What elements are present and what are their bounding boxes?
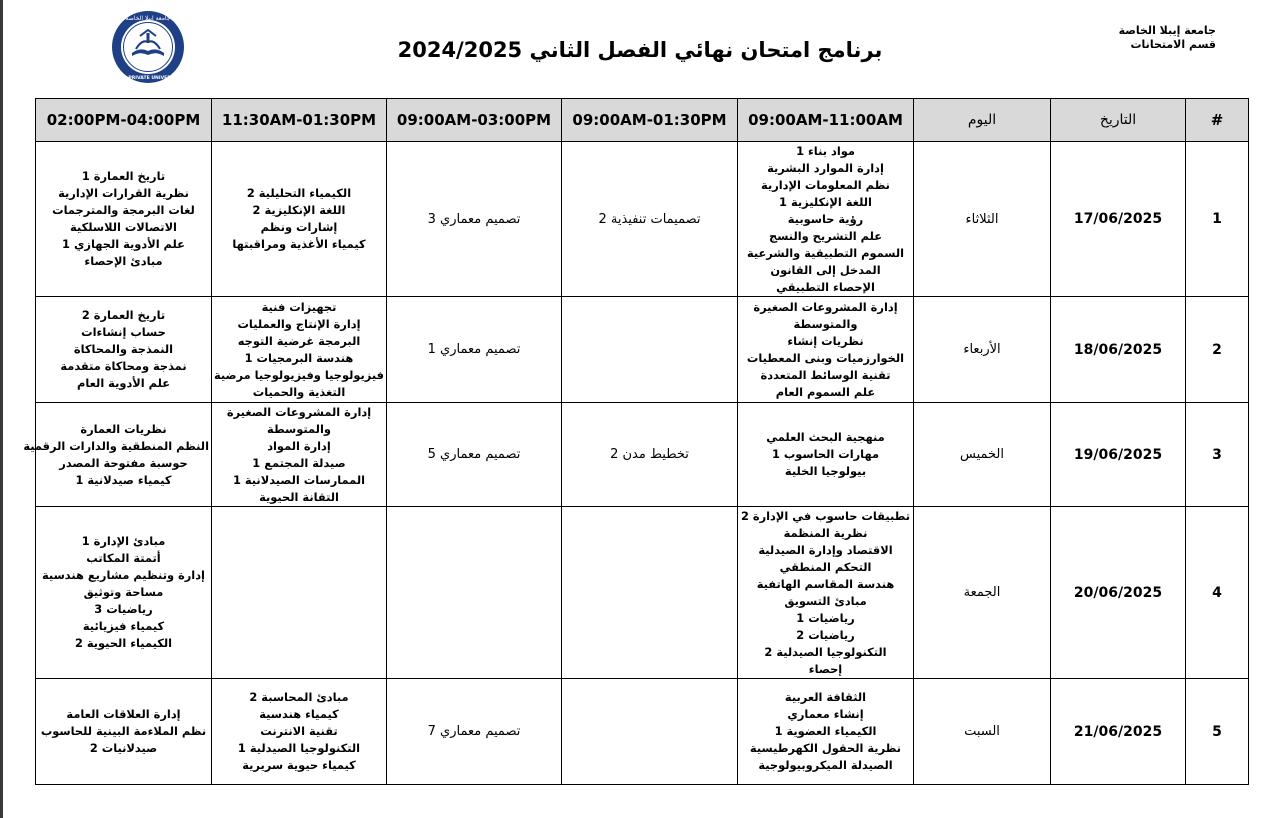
header-slot2: 09:00AM-01:30PM <box>562 99 738 142</box>
course-name: النمذجة والمحاكاة <box>73 342 174 356</box>
course-name: المدخل إلى القانون <box>770 262 881 277</box>
cell-date: 18/06/2025 <box>1051 297 1186 403</box>
cell-num: 5 <box>1186 679 1249 785</box>
cell-num: 4 <box>1186 507 1249 679</box>
course-name: مبادئ الإدارة 1 <box>81 534 166 548</box>
course-name: مواد بناء 1 <box>796 143 855 158</box>
header-slot3: 09:00AM-03:00PM <box>387 99 562 142</box>
cell-num: 1 <box>1186 142 1249 297</box>
course-list <box>214 689 384 774</box>
course-name: مهارات الحاسوب 1 <box>771 447 880 461</box>
cell-slot1 <box>738 297 914 403</box>
logo-text-bottom: EBLA PRIVATE UNIVERSITY <box>113 76 183 81</box>
course-name: الخوارزميات وبنى المعطيات <box>746 350 905 365</box>
cell-slot4 <box>212 142 387 297</box>
course-name: الإحصاء التطبيقي <box>776 279 875 294</box>
course-list <box>564 212 735 227</box>
course-list <box>389 212 559 227</box>
course-name: الممارسات الصيدلانية 1 <box>232 472 366 487</box>
course-list <box>389 724 559 739</box>
cell-day: الأربعاء <box>914 297 1051 403</box>
course-name: حساب إنشاءات <box>81 325 166 339</box>
course-list <box>214 404 384 506</box>
course-list <box>740 143 911 296</box>
header-slot5: 02:00PM-04:00PM <box>36 99 212 142</box>
logo-text-top: جامعة إيبلا الخاصة <box>125 15 171 22</box>
cell-day: الخميس <box>914 403 1051 507</box>
page-title: برنامج امتحان نهائي الفصل الثاني 2024/2025 <box>397 38 883 62</box>
course-name: كيمياء هندسية <box>259 707 339 721</box>
course-name: إدارة وتنظيم مشاريع هندسية <box>42 568 205 582</box>
cell-slot1 <box>738 142 914 297</box>
course-name: الكيمياء العضوية 1 <box>774 724 877 738</box>
course-list <box>214 299 384 401</box>
course-name: أتمتة المكاتب <box>86 551 161 565</box>
course-name: نمذجة ومحاكاة متقدمة <box>60 359 187 373</box>
table-row <box>36 403 1249 507</box>
course-list <box>23 421 209 489</box>
cell-date: 20/06/2025 <box>1051 507 1186 679</box>
cell-date: 19/06/2025 <box>1051 403 1186 507</box>
cell-date: 17/06/2025 <box>1051 142 1186 297</box>
cell-slot4 <box>212 679 387 785</box>
cell-slot5 <box>23 403 212 507</box>
course-name: التغذية والحميات <box>252 384 346 399</box>
cell-slot2 <box>562 297 738 403</box>
course-list <box>740 508 911 678</box>
course-name: تاريخ العمارة 2 <box>81 308 166 322</box>
course-name: تطبيقات حاسوب في الإدارة 2 <box>740 508 911 523</box>
cell-slot5 <box>36 142 212 297</box>
course-name: حوسبة مفتوحة المصدر <box>59 455 188 470</box>
course-name: الكيمياء الحيوية 2 <box>74 636 173 650</box>
course-name: مساحة وتوثيق <box>83 585 164 599</box>
course-name: علم الأدوية الجهازي 1 <box>62 237 185 251</box>
cell-slot1 <box>738 507 914 679</box>
university-logo <box>110 9 186 85</box>
course-name: مبادئ التسويق <box>784 593 867 608</box>
course-name: التقانة الحيوية <box>259 489 339 504</box>
course-name: تقنية الوسائط المتعددة <box>760 367 891 382</box>
course-name: رياضيات 2 <box>796 627 855 642</box>
course-name: لغات البرمجة والمترجمات <box>52 203 195 217</box>
course-list <box>740 299 911 401</box>
cell-slot3 <box>387 142 562 297</box>
cell-slot5 <box>36 297 212 403</box>
course-name: إدارة المشروعات الصغيرة <box>753 299 898 314</box>
cell-slot2 <box>562 403 738 507</box>
course-name: تصميمات تنفيذية 2 <box>598 211 701 227</box>
course-list <box>389 342 559 357</box>
course-list <box>389 447 559 462</box>
course-list <box>214 185 384 253</box>
course-name: منهجية البحث العلمي <box>766 430 885 444</box>
department-header <box>1119 24 1216 52</box>
course-name: الصيدلة الميكروبيولوجية <box>758 758 893 772</box>
course-name: تصميم معماري 3 <box>427 211 521 227</box>
cell-slot4 <box>212 403 387 507</box>
cell-slot4 <box>212 507 387 679</box>
window-edge <box>0 0 3 818</box>
course-name: كيمياء صيدلانية 1 <box>75 472 172 487</box>
course-list <box>38 706 209 757</box>
cell-slot4 <box>212 297 387 403</box>
course-list <box>564 447 735 462</box>
cell-slot2 <box>562 507 738 679</box>
course-name: علم التشريح والنسج <box>769 228 882 243</box>
course-name: النظم المنطقية والدارات الرقمية <box>23 438 209 453</box>
cell-slot2 <box>562 679 738 785</box>
course-list <box>38 533 209 652</box>
course-name: التكنولوجيا الصيدلية 1 <box>237 741 361 755</box>
course-name: رياضيات 1 <box>796 610 855 625</box>
course-name: نظم المعلومات الإدارية <box>761 177 890 192</box>
header-day: اليوم <box>914 99 1051 142</box>
cell-slot1 <box>738 403 914 507</box>
course-list <box>740 429 911 480</box>
cell-day: السبت <box>914 679 1051 785</box>
cell-slot5 <box>36 679 212 785</box>
university-seal-icon <box>110 9 186 85</box>
header-slot1: 09:00AM-11:00AM <box>738 99 914 142</box>
course-name: البرمجة غرضية التوجه <box>237 333 361 348</box>
cell-slot1 <box>738 679 914 785</box>
course-name: اللغة الإنكليزية 2 <box>252 203 346 217</box>
cell-slot2 <box>562 142 738 297</box>
course-name: السموم التطبيقية والشرعية <box>746 245 905 260</box>
course-name: إدارة المشروعات الصغيرة <box>226 404 372 419</box>
course-name: علم الأدوية العام <box>76 376 171 390</box>
course-name: تقنية الانترنت <box>260 724 338 738</box>
department-name: قسم الامتحانات <box>1130 38 1216 51</box>
cell-slot3 <box>387 507 562 679</box>
cell-day: الثلاثاء <box>914 142 1051 297</box>
course-name: إدارة المواد <box>267 438 331 453</box>
course-name: التكنولوجيا الصيدلية 2 <box>764 644 887 659</box>
course-name: هندسة المقاسم الهاتفية <box>756 576 895 591</box>
course-name: صيدلة المجتمع 1 <box>252 455 346 470</box>
course-name: تصميم معماري 1 <box>427 342 521 357</box>
course-name: نظرية المنظمة <box>783 525 868 540</box>
exam-schedule-table <box>23 98 1249 785</box>
header-slot4: 11:30AM-01:30PM <box>212 99 387 142</box>
course-name: والمتوسطة <box>267 421 331 436</box>
cell-num: 3 <box>1186 403 1249 507</box>
cell-slot3 <box>387 297 562 403</box>
course-name: الثقافة العربية <box>784 690 867 704</box>
course-name: رياضيات 3 <box>94 602 153 616</box>
course-name: تصميم معماري 7 <box>427 724 521 739</box>
course-name: نظريات العمارة <box>80 421 167 436</box>
course-name: هندسة البرمجيات 1 <box>244 350 354 365</box>
course-name: اللغة الإنكليزية 1 <box>779 194 872 209</box>
header-date: التاريخ <box>1051 99 1186 142</box>
course-name: كيمياء حيوية سريرية <box>242 758 356 772</box>
course-name: نظم الملاءمة البينية للحاسوب <box>40 724 207 738</box>
table-row <box>36 679 1249 785</box>
course-name: تجهيزات فنية <box>261 299 337 314</box>
course-name: إدارة العلاقات العامة <box>66 707 181 721</box>
course-name: نظرية القرارات الإدارية <box>58 186 189 200</box>
course-name: التحكم المنطقي <box>779 559 872 574</box>
course-name: مبادئ المحاسبة 2 <box>249 690 349 704</box>
course-name: والمتوسطة <box>793 316 858 331</box>
course-list <box>38 168 209 270</box>
course-name: بيولوجيا الخلية <box>784 464 867 478</box>
cell-slot3 <box>387 679 562 785</box>
course-name: تاريخ العمارة 1 <box>81 169 166 183</box>
course-name: فيزيولوجيا وفيزيولوجيا مرضية <box>213 367 384 382</box>
course-name: تصميم معماري 5 <box>427 447 521 462</box>
course-name: صيدلانيات 2 <box>89 741 158 755</box>
cell-num: 2 <box>1186 297 1249 403</box>
course-name: الاتصالات اللاسلكية <box>70 220 177 234</box>
course-name: إحصاء <box>808 661 843 676</box>
course-list <box>740 689 911 774</box>
cell-date: 21/06/2025 <box>1051 679 1186 785</box>
course-name: إدارة الإنتاج والعمليات <box>237 316 361 331</box>
cell-slot5 <box>36 507 212 679</box>
table-row <box>36 142 1249 297</box>
course-name: مبادئ الإحصاء <box>84 254 163 268</box>
course-name: الكيمياء التحليلية 2 <box>246 186 352 200</box>
table-header-row <box>36 99 1249 142</box>
cell-day: الجمعة <box>914 507 1051 679</box>
table-row <box>36 297 1249 403</box>
table-row <box>36 507 1249 679</box>
course-list <box>38 307 209 392</box>
course-name: الاقتصاد وإدارة الصيدلية <box>758 542 893 557</box>
university-name: جامعة إيبلا الخاصة <box>1118 24 1216 37</box>
course-name: إشارات ونظم <box>260 220 338 234</box>
cell-slot3 <box>387 403 562 507</box>
course-name: تخطيط مدن 2 <box>610 447 689 462</box>
course-name: نظريات إنشاء <box>787 333 864 348</box>
course-name: إدارة الموارد البشرية <box>767 160 884 175</box>
course-name: كيمياء فيزيائية <box>82 619 165 633</box>
course-name: إنشاء معماري <box>787 707 864 721</box>
course-name: كيمياء الأغذية ومراقبتها <box>232 237 366 251</box>
course-name: رؤية حاسوبية <box>787 211 864 226</box>
header-num: # <box>1186 99 1249 142</box>
course-name: علم السموم العام <box>775 384 876 399</box>
course-name: نظرية الحقول الكهرطيسية <box>749 741 902 755</box>
